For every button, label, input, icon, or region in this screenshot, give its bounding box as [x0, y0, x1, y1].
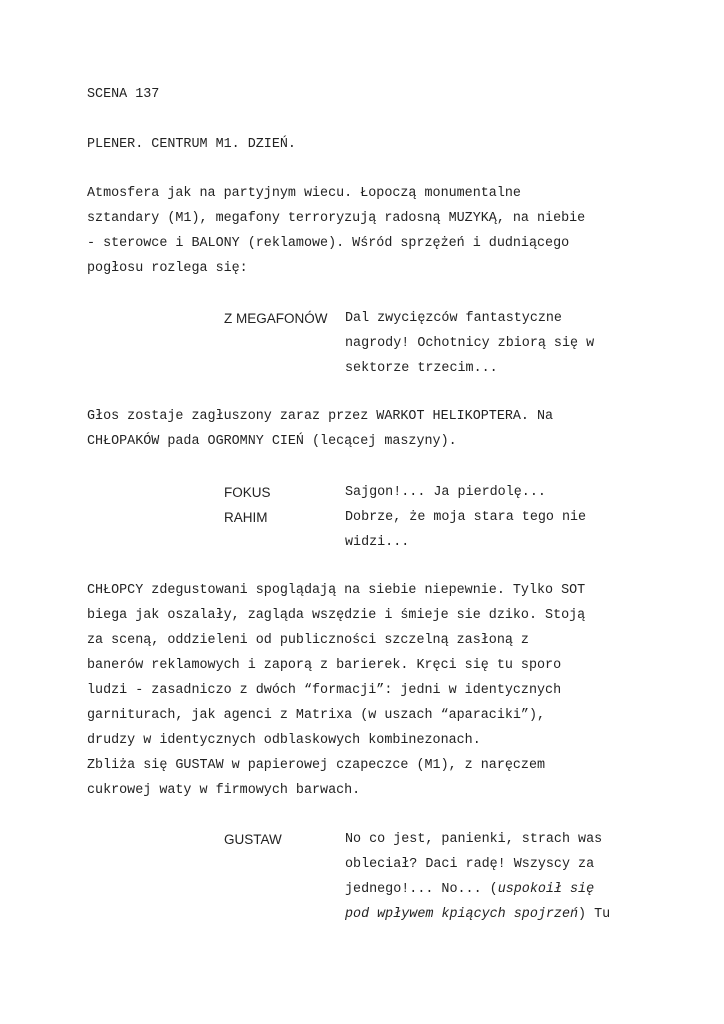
action-line: banerów reklamowych i zaporą z barierek. Kręci się tu sporo: [87, 658, 562, 673]
action-paragraph-3: [87, 578, 647, 803]
dialogue-block: [345, 827, 645, 927]
dialogue-line: [345, 877, 645, 902]
dialogue-line: widzi...: [345, 535, 410, 550]
speaker-name: FOKUS: [224, 485, 271, 500]
stage-direction: pod wpływem kpiących spojrzeń: [345, 907, 579, 922]
dialogue-line: Dal zwycięzców fantastyczne: [345, 311, 562, 326]
dialogue-line: No co jest, panienki, strach was: [345, 832, 603, 847]
action-line: pogłosu rozlega się:: [87, 261, 248, 276]
action-line: CHŁOPAKÓW pada OGROMNY CIEŃ (lecącej maszyny).: [87, 434, 457, 449]
action-line: Atmosfera jak na partyjnym wiecu. Łopoczą monumentalne: [87, 186, 521, 201]
dialogue-line: Sajgon!... Ja pierdolę...: [345, 485, 546, 500]
dialogue-line: nagrody! Ochotnicy zbiorą się w: [345, 336, 595, 351]
action-paragraph-2: [87, 404, 647, 454]
action-paragraph-1: [87, 181, 647, 281]
action-line: garniturach, jak agenci z Matrixa (w uszach “aparaciki”),: [87, 708, 546, 723]
dialogue-block: [345, 306, 645, 381]
action-line: - sterowce i BALONY (reklamowe). Wśród sprzężeń i dudniącego: [87, 236, 570, 251]
stage-direction: uspokoił się: [497, 882, 595, 897]
speaker-name: GUSTAW: [224, 832, 282, 847]
action-line: sztandary (M1), megafony terroryzują radosną MUZYKĄ, na niebie: [87, 211, 586, 226]
scene-number: SCENA 137: [87, 87, 160, 102]
action-line: za sceną, oddzieleni od publiczności szczelną zasłoną z: [87, 633, 529, 648]
dialogue-line: Dobrze, że moja stara tego nie: [345, 510, 587, 525]
dialogue-text: ) Tu: [578, 907, 611, 922]
dialogue-line: obleciał? Daci radę! Wszyscy za: [345, 857, 595, 872]
action-line: ludzi - zasadniczo z dwóch “formacji”: jedni w identycznych: [87, 683, 562, 698]
dialogue-line: sektorze trzecim...: [345, 361, 498, 376]
scene-heading: PLENER. CENTRUM M1. DZIEŃ.: [87, 137, 296, 152]
action-line: CHŁOPCY zdegustowani spoglądają na siebie niepewnie. Tylko SOT: [87, 583, 586, 598]
dialogue-block: [345, 505, 645, 555]
dialogue-block: [345, 480, 645, 505]
action-line: biega jak oszalały, zagląda wszędzie i śmieje sie dziko. Stoją: [87, 608, 586, 623]
action-line: Głos zostaje zagłuszony zaraz przez WARKOT HELIKOPTERA. Na: [87, 409, 554, 424]
dialogue-text: jednego!... No... (: [345, 882, 498, 897]
action-line: cukrowej waty w firmowych barwach.: [87, 783, 361, 798]
speaker-name: RAHIM: [224, 510, 268, 525]
action-line: Zbliża się GUSTAW w papierowej czapeczce (M1), z naręczem: [87, 758, 546, 773]
dialogue-line: [345, 902, 645, 927]
speaker-name: Z MEGAFONÓW: [224, 311, 328, 326]
action-line: drudzy w identycznych odblaskowych kombinezonach.: [87, 733, 481, 748]
